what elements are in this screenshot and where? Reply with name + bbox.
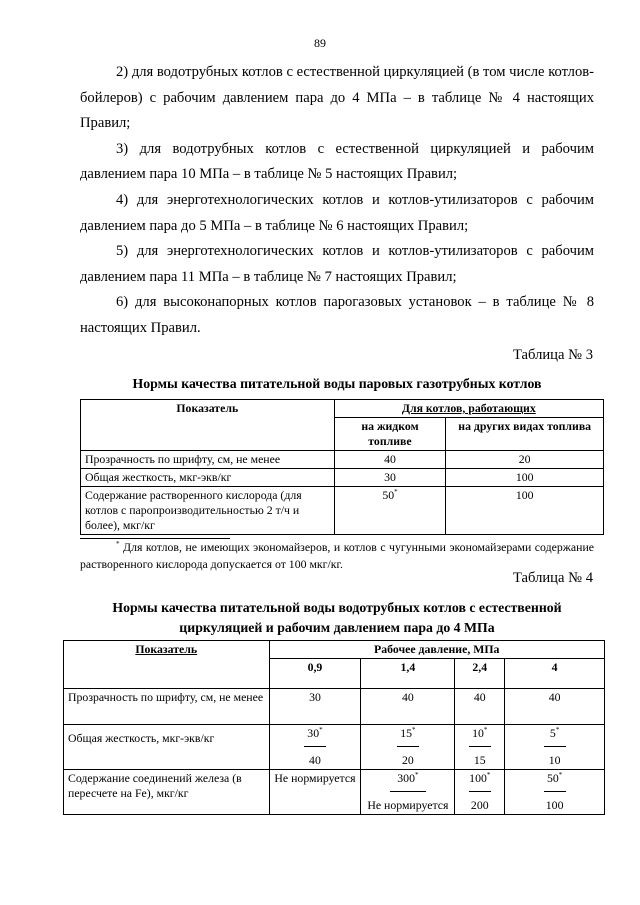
fraction-line bbox=[390, 791, 426, 792]
table4-cell: 40 bbox=[505, 689, 605, 725]
table3-label: Таблица № 3 bbox=[513, 347, 593, 363]
table4-cell bbox=[505, 770, 605, 815]
footnote-mark: * bbox=[483, 726, 488, 735]
fraction-top bbox=[550, 726, 559, 740]
fraction bbox=[544, 771, 566, 813]
footnote-text: Для котлов, не имеющих экономайзеров, и котлов с чугунными экономайзерами содержание растворенного кислорода допускается от 100 мкг/кг. bbox=[80, 540, 594, 571]
table3-header-other-fuel: на других видах топлива bbox=[446, 418, 604, 451]
table4-cell bbox=[505, 725, 605, 770]
fraction bbox=[304, 726, 326, 768]
table3 bbox=[80, 399, 604, 535]
table4-header-group: Рабочее давление, МПа bbox=[269, 641, 605, 659]
fraction bbox=[469, 771, 491, 813]
table3-cell: 100 bbox=[446, 487, 604, 535]
table3-row-label: Общая жесткость, мкг-экв/кг bbox=[81, 469, 335, 487]
cell-value: 15 bbox=[473, 753, 486, 767]
table4-header-pressure: 1,4 bbox=[361, 659, 455, 689]
paragraph-item-6: 6) для высоконапорных котлов парогазовых установок – в таблице № 8 настоящих Правил. bbox=[80, 294, 594, 336]
fraction-top bbox=[400, 726, 415, 740]
table-row bbox=[64, 689, 605, 725]
footnote bbox=[80, 539, 594, 573]
fraction-top bbox=[472, 726, 487, 740]
table4-header-pressure: 0,9 bbox=[269, 659, 361, 689]
footnote-mark: * bbox=[116, 540, 120, 549]
page-number: 89 bbox=[314, 36, 326, 50]
cell-value: 10 bbox=[548, 753, 561, 767]
paragraph-item-2: 2) для водотрубных котлов с естественной циркуляцией (в том числе котлов-бойлеров) с рабочим давлением пара до 4 МПа – в таблице № 4 настоящих Правил; bbox=[80, 64, 594, 132]
cell-value: 200 bbox=[470, 798, 489, 812]
table4-header-indicator: Показатель bbox=[64, 641, 270, 689]
table4-header-pressure: 2,4 bbox=[455, 659, 505, 689]
table3-header-indicator: Показатель bbox=[81, 400, 335, 451]
table4-cell bbox=[361, 770, 455, 815]
table3-cell: 100 bbox=[446, 469, 604, 487]
table4-row-label: Общая жесткость, мкг-экв/кг bbox=[64, 725, 270, 770]
cell-value: 5 bbox=[549, 726, 556, 740]
table3-cell: 40 bbox=[334, 451, 446, 469]
body-text bbox=[80, 60, 594, 342]
fraction-line bbox=[469, 791, 491, 792]
table3-row-label: Содержание растворенного кислорода (для котлов с паропроизводительностью 2 т/ч и более), мкг/кг bbox=[81, 487, 335, 535]
paragraph-item-5: 5) для энерготехнологических котлов и котлов-утилизаторов с рабочим давлением пара 11 МПа – в таблице № 7 настоящих Правил; bbox=[80, 243, 594, 285]
table4-row-label: Прозрачность по шрифту, см, не менее bbox=[64, 689, 270, 725]
table4-header-pressure: 4 bbox=[505, 659, 605, 689]
table4-cell: 40 bbox=[361, 689, 455, 725]
table-row bbox=[81, 487, 604, 535]
footnote-mark: * bbox=[414, 771, 419, 780]
table4-cell bbox=[455, 770, 505, 815]
cell-value: 50 bbox=[546, 771, 559, 785]
table-row bbox=[64, 770, 605, 815]
paragraph-item-4: 4) для энерготехнологических котлов и котлов-утилизаторов с рабочим давлением пара до 5 МПа – в таблице № 6 настоящих Правил; bbox=[80, 191, 594, 234]
table3-title: Нормы качества питательной воды паровых газотрубных котлов bbox=[132, 376, 542, 391]
fraction bbox=[469, 726, 491, 768]
table4-cell: Не нормируется bbox=[269, 770, 361, 815]
table4-label: Таблица № 4 bbox=[513, 570, 593, 586]
fraction-top bbox=[397, 771, 418, 785]
fraction-line bbox=[397, 746, 419, 747]
footnote-mark: * bbox=[555, 726, 560, 735]
table3-cell: 20 bbox=[446, 451, 604, 469]
table4-cell bbox=[269, 725, 361, 770]
fraction-line bbox=[469, 746, 491, 747]
cell-value: 100 bbox=[545, 798, 564, 812]
table4-cell bbox=[455, 725, 505, 770]
cell-value: Не нормируется bbox=[367, 798, 449, 812]
table4 bbox=[63, 640, 605, 815]
cell-value: 300 bbox=[397, 771, 415, 785]
footnote-mark: * bbox=[394, 488, 398, 497]
fraction bbox=[544, 726, 566, 768]
cell-value: 20 bbox=[401, 753, 414, 767]
footnote-mark: * bbox=[412, 726, 416, 735]
table-row bbox=[81, 469, 604, 487]
fraction-line bbox=[304, 746, 326, 747]
fraction-top bbox=[307, 726, 322, 740]
cell-value: 100 bbox=[469, 771, 487, 785]
table3-header-group: Для котлов, работающих bbox=[334, 400, 603, 418]
footnote-mark: * bbox=[558, 771, 563, 780]
fraction bbox=[367, 771, 448, 813]
table3-header-liquid-fuel: на жидком топливе bbox=[334, 418, 446, 451]
table4-cell bbox=[361, 725, 455, 770]
fraction-line bbox=[544, 791, 566, 792]
cell-value: 15 bbox=[400, 726, 413, 740]
cell-value: 30 bbox=[307, 726, 320, 740]
table4-cell: 30 bbox=[269, 689, 361, 725]
fraction-top bbox=[547, 771, 562, 785]
table4-cell: 40 bbox=[455, 689, 505, 725]
cell-value: 10 bbox=[472, 726, 484, 740]
footnote-mark: * bbox=[486, 771, 491, 780]
table-row bbox=[81, 451, 604, 469]
table-row bbox=[64, 725, 605, 770]
table3-cell bbox=[334, 487, 446, 535]
table3-row-label: Прозрачность по шрифту, см, не менее bbox=[81, 451, 335, 469]
paragraph-item-3: 3) для водотрубных котлов с естественной циркуляцией и рабочим давлением пара 10 МПа – в таблице № 5 настоящих Правил; bbox=[80, 140, 594, 183]
table3-cell: 30 bbox=[334, 469, 446, 487]
table4-title: Нормы качества питательной воды водотрубных котлов с естественной циркуляцией и рабочим давлением пара до 4 МПа bbox=[112, 600, 562, 635]
fraction-line bbox=[544, 746, 566, 747]
table4-row-label: Содержание соединений железа (в пересчете на Fe), мкг/кг bbox=[64, 770, 270, 815]
footnote-mark: * bbox=[319, 726, 323, 735]
cell-value: 40 bbox=[309, 753, 321, 767]
cell-value: 50 bbox=[382, 488, 395, 502]
fraction bbox=[397, 726, 419, 768]
fraction-top bbox=[469, 771, 490, 785]
